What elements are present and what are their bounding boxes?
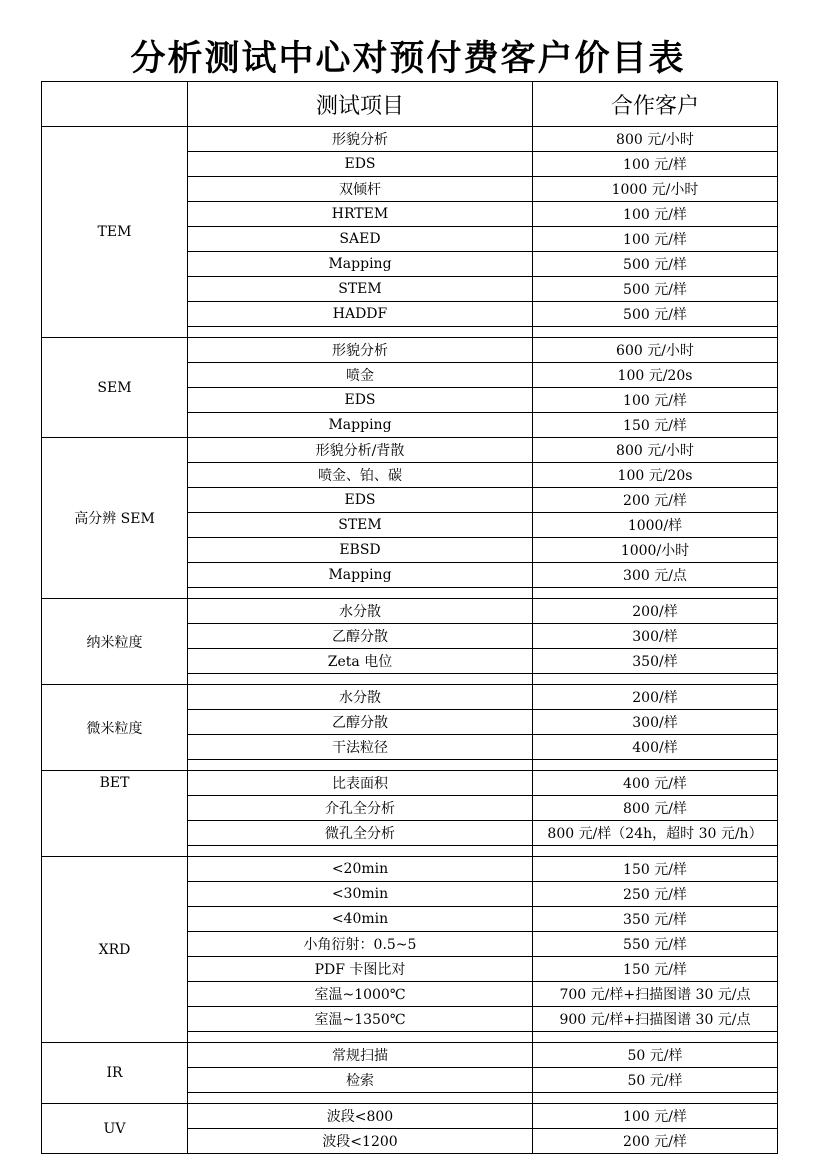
table-header-row	[42, 82, 778, 127]
test-item-cell: STEM	[188, 277, 533, 302]
spacer-cell	[188, 846, 533, 857]
price-cell: 200 元/样	[533, 488, 778, 513]
price-cell: 500 元/样	[533, 277, 778, 302]
test-item-cell: 乙醇分散	[188, 624, 533, 649]
test-item-cell: EBSD	[188, 538, 533, 563]
price-cell: 500 元/样	[533, 302, 778, 327]
price-cell: 100 元/样	[533, 152, 778, 177]
test-item-cell: 水分散	[188, 599, 533, 624]
price-cell: 800 元/样（24h，超时 30 元/h）	[533, 821, 778, 846]
test-item-cell: Mapping	[188, 413, 533, 438]
test-item-cell: 形貌分析	[188, 338, 533, 363]
price-cell: 350/样	[533, 649, 778, 674]
test-item-cell: 双倾杆	[188, 177, 533, 202]
test-item-cell: 形貌分析/背散	[188, 438, 533, 463]
spacer-cell	[188, 327, 533, 338]
price-cell: 500 元/样	[533, 252, 778, 277]
price-cell: 400/样	[533, 735, 778, 760]
test-item-cell: 检索	[188, 1068, 533, 1093]
price-cell: 700 元/样+扫描图谱 30 元/点	[533, 982, 778, 1007]
price-cell: 300/样	[533, 624, 778, 649]
spacer-cell	[188, 674, 533, 685]
category-cell: TEM	[42, 127, 188, 338]
test-item-cell: <30min	[188, 882, 533, 907]
price-cell: 800 元/小时	[533, 438, 778, 463]
test-item-cell: EDS	[188, 388, 533, 413]
test-item-cell: HADDF	[188, 302, 533, 327]
category-cell: IR	[42, 1043, 188, 1104]
test-item-cell: 波段<1200	[188, 1129, 533, 1154]
test-item-cell: <20min	[188, 857, 533, 882]
table-body	[42, 127, 778, 1154]
table-row	[42, 1043, 778, 1068]
price-cell: 100 元/样	[533, 388, 778, 413]
price-cell: 200/样	[533, 685, 778, 710]
test-item-cell: 微孔全分析	[188, 821, 533, 846]
category-cell: BET	[42, 771, 188, 857]
price-cell: 300/样	[533, 710, 778, 735]
price-cell: 350 元/样	[533, 907, 778, 932]
spacer-cell	[188, 588, 533, 599]
price-cell: 150 元/样	[533, 413, 778, 438]
price-cell: 100 元/样	[533, 202, 778, 227]
price-cell: 800 元/样	[533, 796, 778, 821]
table-row	[42, 771, 778, 796]
test-item-cell: 介孔全分析	[188, 796, 533, 821]
price-cell: 800 元/小时	[533, 127, 778, 152]
header-test-item: 测试项目	[188, 82, 533, 127]
price-cell: 100 元/样	[533, 227, 778, 252]
price-cell: 300 元/点	[533, 563, 778, 588]
price-cell: 250 元/样	[533, 882, 778, 907]
price-cell: 50 元/样	[533, 1068, 778, 1093]
price-cell: 200 元/样	[533, 1129, 778, 1154]
table-row	[42, 599, 778, 624]
table-row	[42, 127, 778, 152]
test-item-cell: 室温~1350℃	[188, 1007, 533, 1032]
spacer-cell	[188, 1032, 533, 1043]
test-item-cell: Mapping	[188, 563, 533, 588]
price-cell: 150 元/样	[533, 957, 778, 982]
test-item-cell: 乙醇分散	[188, 710, 533, 735]
table-row	[42, 857, 778, 882]
test-item-cell: HRTEM	[188, 202, 533, 227]
category-cell: XRD	[42, 857, 188, 1043]
spacer-cell	[533, 1093, 778, 1104]
price-cell: 1000/小时	[533, 538, 778, 563]
spacer-cell	[188, 760, 533, 771]
spacer-cell	[188, 1093, 533, 1104]
price-cell: 600 元/小时	[533, 338, 778, 363]
price-cell: 550 元/样	[533, 932, 778, 957]
category-cell: 纳米粒度	[42, 599, 188, 685]
spacer-cell	[533, 760, 778, 771]
test-item-cell: Mapping	[188, 252, 533, 277]
price-cell: 150 元/样	[533, 857, 778, 882]
table-row	[42, 1104, 778, 1129]
price-cell: 100 元/20s	[533, 463, 778, 488]
category-cell: 高分辨 SEM	[42, 438, 188, 599]
test-item-cell: PDF 卡图比对	[188, 957, 533, 982]
test-item-cell: 常规扫描	[188, 1043, 533, 1068]
price-cell: 100 元/20s	[533, 363, 778, 388]
header-category	[42, 82, 188, 127]
test-item-cell: 喷金	[188, 363, 533, 388]
test-item-cell: 波段<800	[188, 1104, 533, 1129]
price-cell: 1000 元/小时	[533, 177, 778, 202]
table-row	[42, 338, 778, 363]
spacer-cell	[533, 327, 778, 338]
spacer-cell	[533, 846, 778, 857]
test-item-cell: 干法粒径	[188, 735, 533, 760]
price-cell: 900 元/样+扫描图谱 30 元/点	[533, 1007, 778, 1032]
spacer-cell	[533, 588, 778, 599]
category-cell: UV	[42, 1104, 188, 1154]
test-item-cell: EDS	[188, 152, 533, 177]
test-item-cell: 室温~1000℃	[188, 982, 533, 1007]
test-item-cell: EDS	[188, 488, 533, 513]
test-item-cell: SAED	[188, 227, 533, 252]
price-cell: 50 元/样	[533, 1043, 778, 1068]
spacer-cell	[533, 674, 778, 685]
header-partner-price: 合作客户	[533, 82, 778, 127]
category-cell: SEM	[42, 338, 188, 438]
price-cell: 200/样	[533, 599, 778, 624]
test-item-cell: 喷金、铂、碳	[188, 463, 533, 488]
test-item-cell: <40min	[188, 907, 533, 932]
test-item-cell: 水分散	[188, 685, 533, 710]
test-item-cell: STEM	[188, 513, 533, 538]
price-table	[41, 81, 778, 1154]
page-title: 分析测试中心对预付费客户价目表	[130, 38, 686, 79]
category-cell: 微米粒度	[42, 685, 188, 771]
test-item-cell: 比表面积	[188, 771, 533, 796]
test-item-cell: Zeta 电位	[188, 649, 533, 674]
test-item-cell: 形貌分析	[188, 127, 533, 152]
table-row	[42, 438, 778, 463]
price-cell: 400 元/样	[533, 771, 778, 796]
price-cell: 1000/样	[533, 513, 778, 538]
spacer-cell	[533, 1032, 778, 1043]
table-row	[42, 685, 778, 710]
test-item-cell: 小角衍射：0.5~5	[188, 932, 533, 957]
price-cell: 100 元/样	[533, 1104, 778, 1129]
